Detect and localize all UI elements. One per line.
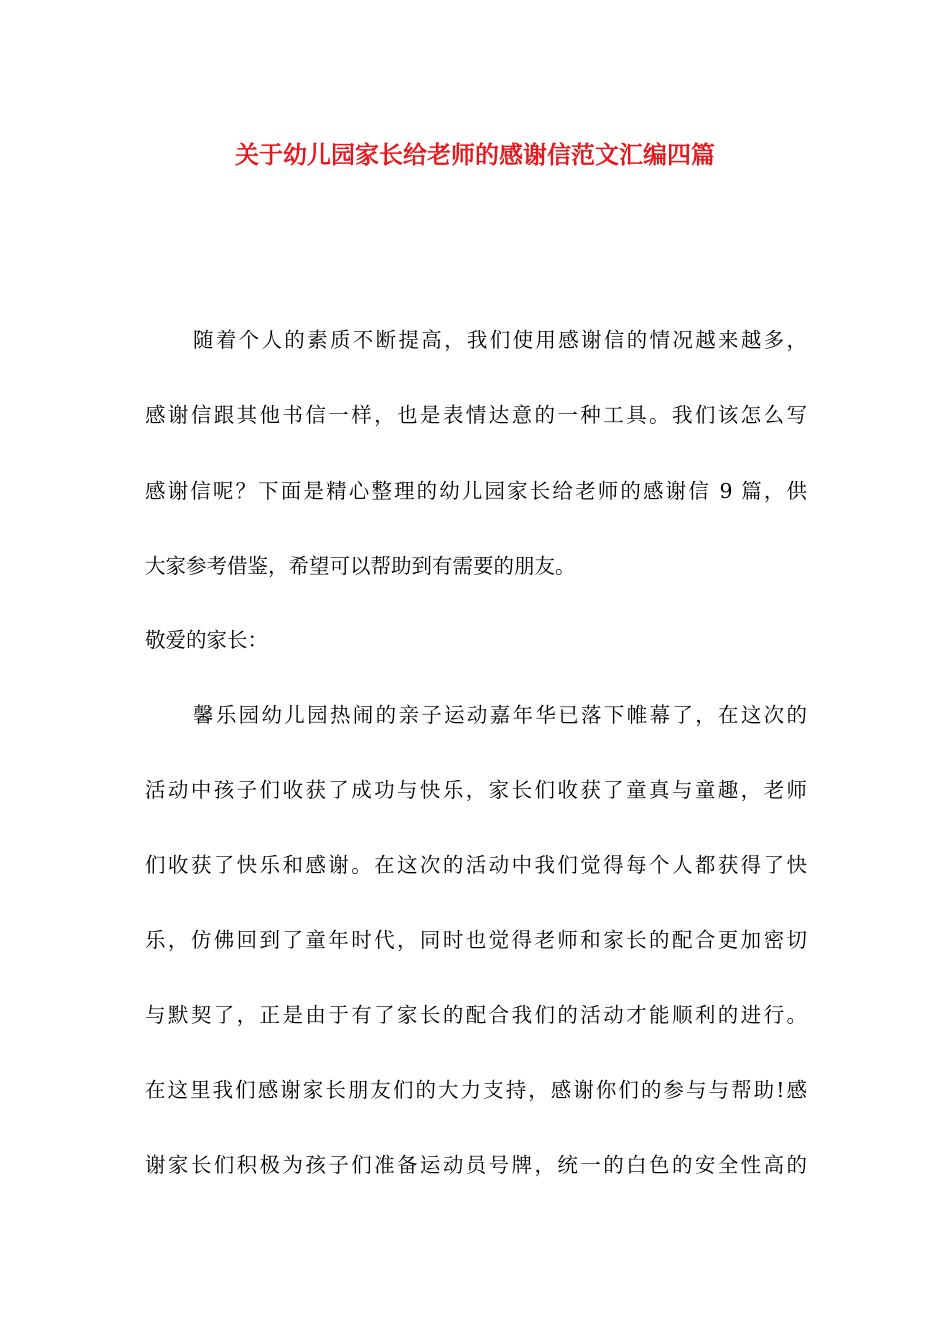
document-title: 关于幼儿园家长给老师的感谢信范文汇编四篇 (235, 140, 715, 169)
paragraph-line: 感谢信跟其他书信一样，也是表情达意的一种工具。我们该怎么写 (145, 403, 807, 427)
paragraph-line: 馨乐园幼儿园热闹的亲子运动嘉年华已落下帷幕了，在这次的 (193, 703, 807, 727)
paragraph-line: 活动中孩子们收获了成功与快乐，家长们收获了童真与童趣，老师 (145, 778, 807, 802)
salutation: 敬爱的家长： (145, 628, 268, 652)
paragraph-line: 乐，仿佛回到了童年时代，同时也觉得老师和家长的配合更加密切 (145, 928, 807, 952)
paragraph-line: 大家参考借鉴，希望可以帮助到有需要的朋友。 (145, 554, 576, 578)
paragraph-line: 感谢信呢？下面是精心整理的幼儿园家长给老师的感谢信 9 篇，供 (145, 479, 807, 503)
paragraph-line: 们收获了快乐和感谢。在这次的活动中我们觉得每个人都获得了快 (145, 853, 807, 877)
paragraph-line: 与默契了，正是由于有了家长的配合我们的活动才能顺利的进行。 (145, 1003, 807, 1027)
paragraph-line: 在这里我们感谢家长朋友们的大力支持，感谢你们的参与与帮助!感 (145, 1078, 807, 1102)
paragraph-line: 谢家长们积极为孩子们准备运动员号牌，统一的白色的安全性高的 (145, 1153, 807, 1177)
paragraph-line: 随着个人的素质不断提高，我们使用感谢信的情况越来越多， (193, 328, 807, 352)
